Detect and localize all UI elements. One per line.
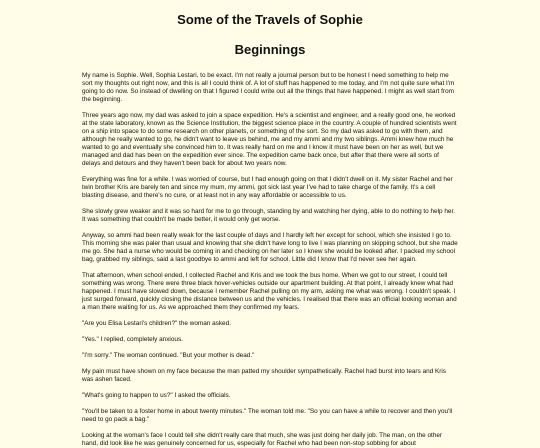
paragraph: My pain must have shown on my face because the man patted my shoulder sympathetically. Rachel had burst into tears and Kris was ashen faced. <box>82 368 446 383</box>
story-title: Some of the Travels of Sophie <box>177 12 363 27</box>
chapter-heading: Beginnings <box>234 42 306 57</box>
story-body <box>82 72 458 448</box>
paragraph: Looking at the woman's face I could tell she didn't really care that much, she was just doing her daily job. The man, on the other hand, did look like he was genuinely concerned for us, especially for Rachel who had been non-stop sobbing for about <box>82 432 443 447</box>
paragraph: "Are you Elisa Lestari's children?" the woman asked. <box>82 320 231 327</box>
paragraph: That afternoon, when school ended, I collected Rachel and Kris and we took the bus home. When we got to our street, I could tell something was wrong. There were three black hover-vehicles outside our apartment building. At that point, I already knew what had happened. I must have slowed down, because I remember Rachel pulling on my arm, asking me what was wrong. I couldn't speak. I just surged forward, quickly closing the distance between us and the vehicles. I realised that there was an official looking woman and a man there waiting for us. As we approached them they confirmed my fears. <box>82 272 457 311</box>
paragraph: My name is Sophie. Well, Sophia Lestari, to be exact. I'm not really a journal person but to be honest I need something to help me sort my thoughts out right now, and this is all I could think of. A lot of stuff has happened to me today, and I'm not quite sure what I'm going to do now. So instead of dwelling on that I figured I could write out all the things that have happened. I might as well start from the beginning. <box>82 72 455 103</box>
paragraph: She slowly grew weaker and it was so hard for me to go through, standing by and watching her dying, able to do nothing to help her. It was something that couldn't be made better, it would only get worse. <box>82 208 456 223</box>
paragraph: "You'll be taken to a foster home in about twenty minutes." The woman told me. "So you can have a while to recover and then you'll need to go pack a bag." <box>82 408 453 423</box>
paragraph: "Yes." I replied, completely anxious. <box>82 336 183 343</box>
paragraph: "What's going to happen to us?" I asked the officials. <box>82 392 231 399</box>
paragraph: Three years ago now, my dad was asked to join a space expedition. He's a scientist and engineer, and a really good one, he worked at the state laboratory, known as the Science Institution, the biggest science place in the country. A couple of hundred scientists went on a ship into space to do some research on other planets, or something of the sort. So my dad was asked to go with them, and although he really wanted to go, he didn't want to leave us behind, me and my ammi and my two siblings. Ammi knew how much he wanted to go and eventually she convinced him to. It was really hard on me and I know it must have been on her as well, but we managed and dad has been on the expedition ever since. The expedition came back once, but after that there were all sorts of delays and detours and they haven't been back for about two years now. <box>82 112 457 167</box>
paragraph: Anyway, so ammi had been really weak for the last couple of days and I hardly left her except for school, which she insisted I go to. This morning she was paler than usual and knowing that she didn't have long to live I was planning on skipping school, but she made me go. She had a nurse who would be coming in and checking on her later so I knew she would be looked after. I packed my school bag, grabbed my siblings, said a last goodbye to ammi and left for school. Little did I know that I'd never see her again. <box>82 232 458 263</box>
paragraph: "I'm sorry." The woman continued. "But your mother is dead." <box>82 352 255 359</box>
document-page <box>0 12 540 447</box>
paragraph: Everything was fine for a while. I was worried of course, but I had enough going on that I didn't dwell on it. My sister Rachel and her twin brother Kris are barely ten and since my mum, my ammi, got sick last year I've had to take charge of the family. It's a cell blasting disease, and there's no cure, or at least not in any way affordable or accessible to us. <box>82 176 453 199</box>
